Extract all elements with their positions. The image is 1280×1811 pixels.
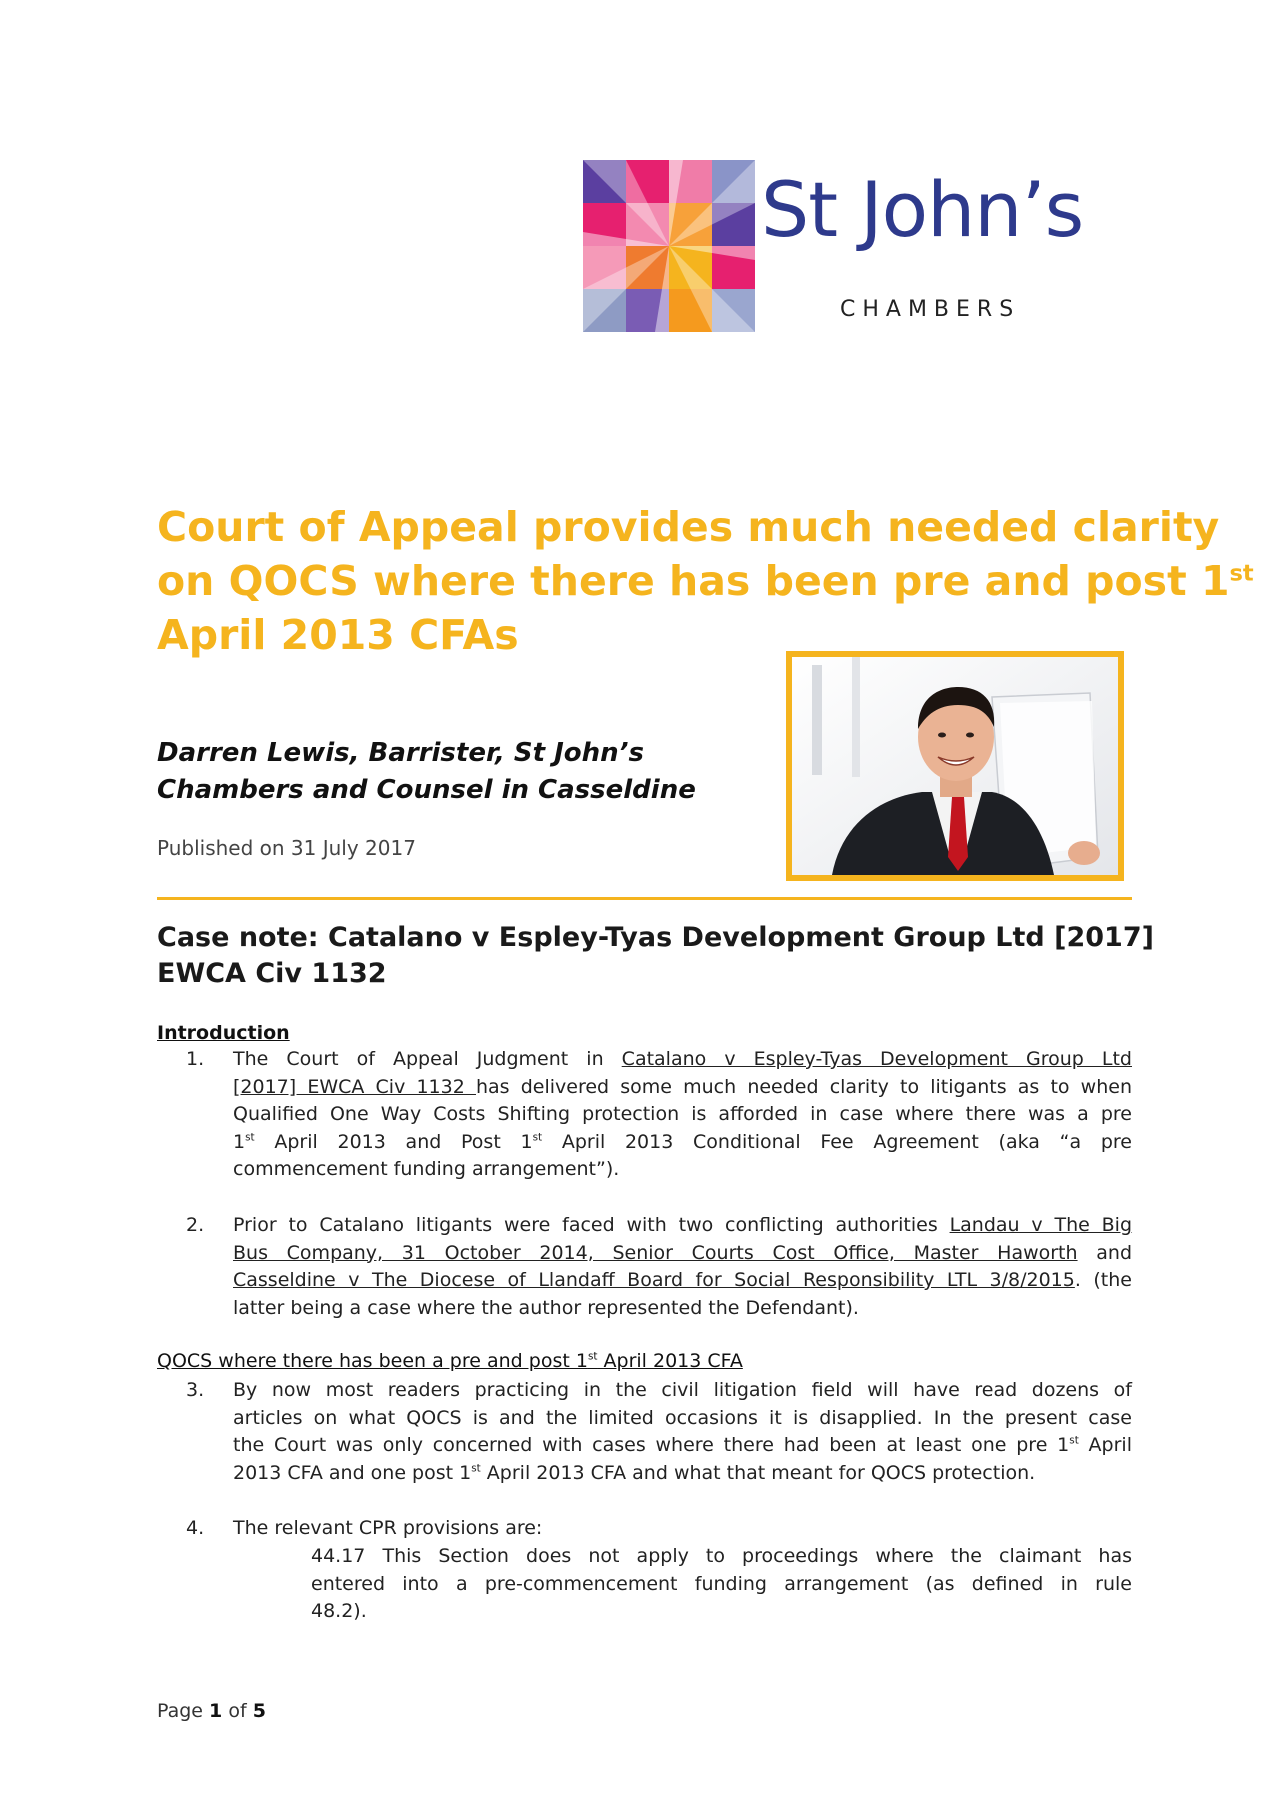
p1-line-5: commencement funding arrangement”). <box>233 1158 620 1180</box>
p4-line-1: The relevant CPR provisions are: <box>233 1517 543 1539</box>
paragraph-number: 4. <box>186 1517 205 1539</box>
case-heading-line-1: Case note: Catalano v Espley-Tyas Development Group Ltd [2017] <box>157 922 1154 953</box>
p3-line-1: By now most readers practicing in the civil litigation field will have read dozens of <box>233 1379 1132 1401</box>
p3-text: April <box>1078 1434 1132 1456</box>
paragraph-number: 2. <box>186 1214 205 1236</box>
title-line-2-text: on QOCS where there has been pre and post 1 <box>157 557 1230 605</box>
paragraph-number: 1. <box>186 1048 205 1070</box>
p1-line-4 <box>233 1129 1132 1157</box>
author-photo <box>786 651 1124 881</box>
footer-text: of <box>222 1700 253 1722</box>
p2-text: Prior to Catalano litigants were faced with two conflicting authorities <box>233 1214 950 1236</box>
author-line-2: Chambers and Counsel in Casseldine <box>157 775 696 805</box>
p1-line-3: Qualified One Way Costs Shifting protection is afforded in case where there was a pre <box>233 1103 1132 1125</box>
author-photo-image <box>792 657 1118 875</box>
quote-line-2: entered into a pre-commencement funding arrangement (as defined in rule <box>311 1572 1132 1595</box>
case-link-catalano[interactable]: Catalano v Espley-Tyas Development Group Ltd <box>621 1048 1132 1070</box>
p2-line-4: latter being a case where the author represented the Defendant). <box>233 1296 859 1319</box>
case-link-catalano-citation[interactable]: [2017] EWCA Civ 1132 <box>233 1075 476 1098</box>
author-byline <box>157 735 757 809</box>
st-johns-chambers-logo <box>583 160 1133 332</box>
case-link-landau-citation[interactable]: Bus Company, 31 October 2014, Senior Courts Cost Office, Master Haworth <box>233 1241 1078 1264</box>
superscript: st <box>532 1131 543 1144</box>
p1-text: The Court of Appeal Judgment in <box>233 1048 622 1070</box>
qocs-heading-text: QOCS where there has been a pre and post 1 <box>157 1350 588 1372</box>
logo-name: St John’s <box>761 165 1084 254</box>
cpr-quote <box>311 1543 1132 1626</box>
paragraph-number: 3. <box>186 1379 205 1401</box>
p3-text: 2013 CFA and one post 1 <box>233 1461 472 1484</box>
author-line-1: Darren Lewis, Barrister, St John’s <box>157 738 645 768</box>
p1-text: 1 <box>233 1130 246 1153</box>
logo-mosaic-icon <box>583 160 755 332</box>
qocs-section-heading <box>157 1350 743 1372</box>
p3-line-4 <box>233 1460 1132 1488</box>
p2-line-2 <box>233 1240 1132 1268</box>
p2-line-1 <box>233 1212 1132 1240</box>
superscript: st <box>1069 1434 1079 1447</box>
total-pages: 5 <box>252 1700 266 1722</box>
p1-line-1 <box>233 1046 1132 1074</box>
case-link-casseldine[interactable]: Casseldine v The Diocese of Llandaff Board for Social Responsibility LTL 3/8/2015 <box>233 1269 1075 1291</box>
page-number-footer <box>157 1700 266 1722</box>
published-date: Published on 31 July 2017 <box>157 836 416 860</box>
p1-text: has delivered some much needed clarity to litigants as to when <box>475 1075 1132 1098</box>
p2-text: . (the <box>1074 1269 1132 1291</box>
case-heading-line-2: EWCA Civ 1132 <box>157 958 387 989</box>
quote-line-1: 44.17 This Section does not apply to proceedings where the claimant has <box>311 1545 1132 1567</box>
quote-line-3: 48.2). <box>311 1600 367 1622</box>
introduction-heading: Introduction <box>157 1022 290 1044</box>
title-line-2 <box>157 554 1254 608</box>
superscript: st <box>471 1462 481 1475</box>
p3-line-2: articles on what QOCS is and the limited occasions it is disapplied. In the present case <box>233 1406 1132 1429</box>
title-line-1: Court of Appeal provides much needed clarity <box>157 503 1220 551</box>
superscript: st <box>587 1350 598 1363</box>
superscript: st <box>245 1131 255 1144</box>
p2-text: and <box>1077 1241 1132 1264</box>
article-title <box>157 500 1254 662</box>
qocs-heading-text: April 2013 CFA <box>597 1350 743 1372</box>
p1-text: April 2013 Conditional Fee Agreement (aka “a pre <box>542 1130 1132 1153</box>
case-link-landau[interactable]: Landau v The Big <box>949 1214 1133 1236</box>
case-note-heading <box>157 920 1154 992</box>
current-page: 1 <box>209 1700 223 1722</box>
title-line-3: April 2013 CFAs <box>157 611 519 659</box>
p3-text: April 2013 CFA and what that meant for QOCS protection. <box>480 1461 1036 1484</box>
p1-line-2 <box>233 1074 1132 1102</box>
logo-subtitle: CHAMBERS <box>840 297 1021 322</box>
p2-line-3 <box>233 1267 1132 1295</box>
p3-text: the Court was only concerned with cases where there had been at least one pre 1 <box>233 1434 1070 1456</box>
title-superscript: st <box>1229 560 1254 587</box>
footer-text: Page <box>157 1700 210 1722</box>
p3-line-3 <box>233 1432 1132 1460</box>
p1-text: April 2013 and Post 1 <box>254 1130 533 1153</box>
section-divider <box>157 897 1132 900</box>
